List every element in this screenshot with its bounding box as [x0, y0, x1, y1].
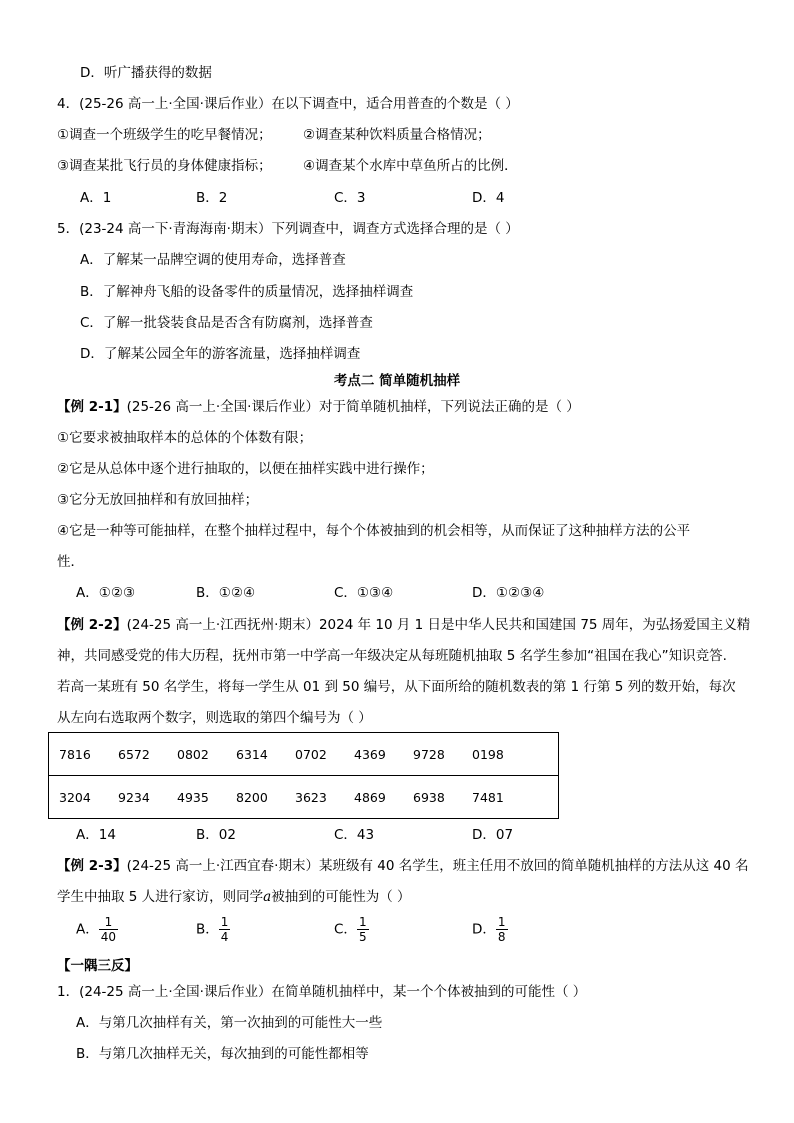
fraction-denominator: 8: [497, 930, 506, 944]
rn-cell: 0702: [295, 746, 327, 762]
ex21-item-4: ④它是一种等可能抽样，在整个抽样过程中，每个个体被抽到的机会相等，从而保证了这种抽样方法的公平: [57, 523, 691, 539]
ex23-option-a-fraction: [99, 915, 118, 944]
ex23-line-1-text: (24-25 高一上·江西宜春·期末）某班级有 40 名学生，班主任用不放回的简单随机抽样的方法从这 40 名: [126, 858, 749, 874]
q4-option-c: C．3: [334, 190, 366, 206]
q5-stem: 5．(23-24 高一下·青海海南·期末）下列调查中，调查方式选择合理的是（ ）: [57, 221, 519, 237]
ex23-option-d: [472, 915, 508, 944]
random-number-row-2: [49, 776, 559, 819]
rn-cell: 3204: [59, 789, 91, 805]
ex23-option-c: [334, 915, 369, 944]
fraction-numerator: 1: [358, 915, 367, 929]
fraction-denominator: 40: [100, 930, 117, 944]
ex22-tag: 【例 2-2】: [57, 617, 127, 633]
q4-item-2: ②调查某种饮料质量合格情况；: [303, 127, 491, 143]
ex23-line-2a: 学生中抽取 5 人进行家访，则同学: [57, 889, 264, 905]
ex23-option-c-label: C．: [334, 921, 357, 938]
ex21-option-d: D．①②③④: [472, 585, 545, 601]
q5-option-d: D．了解某公园全年的游客流量，选择抽样调查: [80, 346, 361, 362]
ex21-item-1: ①它要求被抽取样本的总体的个体数有限；: [57, 430, 313, 446]
rn-cell: 4369: [354, 746, 386, 762]
ex21-stem-text: (25-26 高一上·全国·课后作业）对于简单随机抽样，下列说法正确的是（ ）: [126, 399, 580, 415]
ex23-variable: a: [263, 889, 272, 905]
fraction-numerator: 1: [497, 915, 506, 929]
rn-cell: 6572: [118, 746, 150, 762]
practice-q1-option-b: B．与第几次抽样无关，每次抽到的可能性都相等: [76, 1046, 369, 1062]
q4-option-a: A．1: [80, 190, 112, 206]
practice-q1-option-a: A．与第几次抽样有关，第一次抽到的可能性大一些: [76, 1015, 383, 1031]
rn-cell: 7481: [472, 789, 504, 805]
q4-stem: 4．(25-26 高一上·全国·课后作业）在以下调查中，适合用普查的个数是（ ）: [57, 96, 519, 112]
ex21-item-2: ②它是从总体中逐个进行抽取的，以便在抽样实践中进行操作；: [57, 461, 434, 477]
ex21-option-a: A．①②③: [76, 585, 136, 601]
ex23-option-c-fraction: [357, 915, 369, 944]
ex21-item-4-cont: 性．: [57, 554, 84, 570]
ex22-line-1: [57, 616, 750, 634]
rn-cell: 3623: [295, 789, 327, 805]
ex23-option-b: [196, 915, 230, 944]
ex23-option-b-fraction: [219, 915, 231, 944]
q4-item-3: ③调查某批飞行员的身体健康指标；: [57, 158, 272, 174]
ex22-option-d: D．07: [472, 827, 514, 843]
fraction-denominator: 4: [220, 930, 229, 944]
ex23-option-d-fraction: [496, 915, 508, 944]
ex23-option-d-label: D．: [472, 921, 496, 938]
ex23-line-1: [57, 857, 748, 875]
ex21-item-3: ③它分无放回抽样和有放回抽样；: [57, 492, 259, 508]
ex23-line-2: [57, 888, 411, 906]
ex22-line-1-text: (24-25 高一上·江西抚州·期末）2024 年 10 月 1 日是中华人民共和国建国 75 周年，为弘扬爱国主义精: [126, 617, 751, 633]
rn-cell: 0802: [177, 746, 209, 762]
rn-cell: 6314: [236, 746, 268, 762]
rn-cell: 6938: [413, 789, 445, 805]
ex23-option-b-label: B．: [196, 921, 219, 938]
rn-cell: 4869: [354, 789, 386, 805]
q5-option-a: A．了解某一品牌空调的使用寿命，选择普查: [80, 252, 346, 268]
fraction-numerator: 1: [220, 915, 229, 929]
q4-item-1: ①调查一个班级学生的吃早餐情况；: [57, 127, 272, 143]
practice-title: 【一隅三反】: [57, 958, 138, 974]
ex23-line-2b: 被抽到的可能性为（ ）: [271, 889, 411, 905]
q3-option-d: D．听广播获得的数据: [80, 65, 212, 81]
ex23-tag: 【例 2-3】: [57, 858, 127, 874]
ex22-option-b: B．02: [196, 827, 236, 843]
rn-cell: 0198: [472, 746, 504, 762]
q5-option-c: C．了解一批袋装食品是否含有防腐剂，选择普查: [80, 315, 373, 331]
ex22-line-3: 若高一某班有 50 名学生，将每一学生从 01 到 50 编号，从下面所给的随机数表的第 1 行第 5 列的数开始，每次: [57, 679, 736, 695]
q4-option-d: D．4: [472, 190, 505, 206]
ex21-option-c: C．①③④: [334, 585, 394, 601]
ex22-option-a: A．14: [76, 827, 116, 843]
q5-option-b: B．了解神舟飞船的设备零件的质量情况，选择抽样调查: [80, 284, 414, 300]
q4-option-b: B．2: [196, 190, 228, 206]
rn-cell: 8200: [236, 789, 268, 805]
rn-cell: 9234: [118, 789, 150, 805]
ex22-line-4: 从左向右选取两个数字，则选取的第四个编号为（ ）: [57, 710, 372, 726]
q4-item-4: ④调查某个水库中草鱼所占的比例．: [303, 158, 518, 174]
ex23-option-a-label: A．: [76, 921, 99, 938]
ex22-option-c: C．43: [334, 827, 375, 843]
ex21-stem: [57, 398, 580, 416]
rn-cell: 9728: [413, 746, 445, 762]
random-number-table: [48, 732, 559, 819]
rn-cell: 7816: [59, 746, 91, 762]
rn-cell: 4935: [177, 789, 209, 805]
fraction-numerator: 1: [104, 915, 113, 929]
fraction-denominator: 5: [358, 930, 367, 944]
practice-q1: 1．(24-25 高一上·全国·课后作业）在简单随机抽样中，某一个个体被抽到的可能性（ ）: [57, 984, 587, 1000]
ex21-option-b: B．①②④: [196, 585, 256, 601]
section-title: 考点二 简单随机抽样: [333, 373, 461, 389]
ex21-tag: 【例 2-1】: [57, 399, 127, 415]
ex22-line-2: 神，共同感受党的伟大历程，抚州市第一中学高一年级决定从每班随机抽取 5 名学生参加“祖国在我心”知识竞答.: [57, 648, 727, 664]
random-number-row-1: [49, 733, 559, 776]
ex23-option-a: [76, 915, 118, 944]
